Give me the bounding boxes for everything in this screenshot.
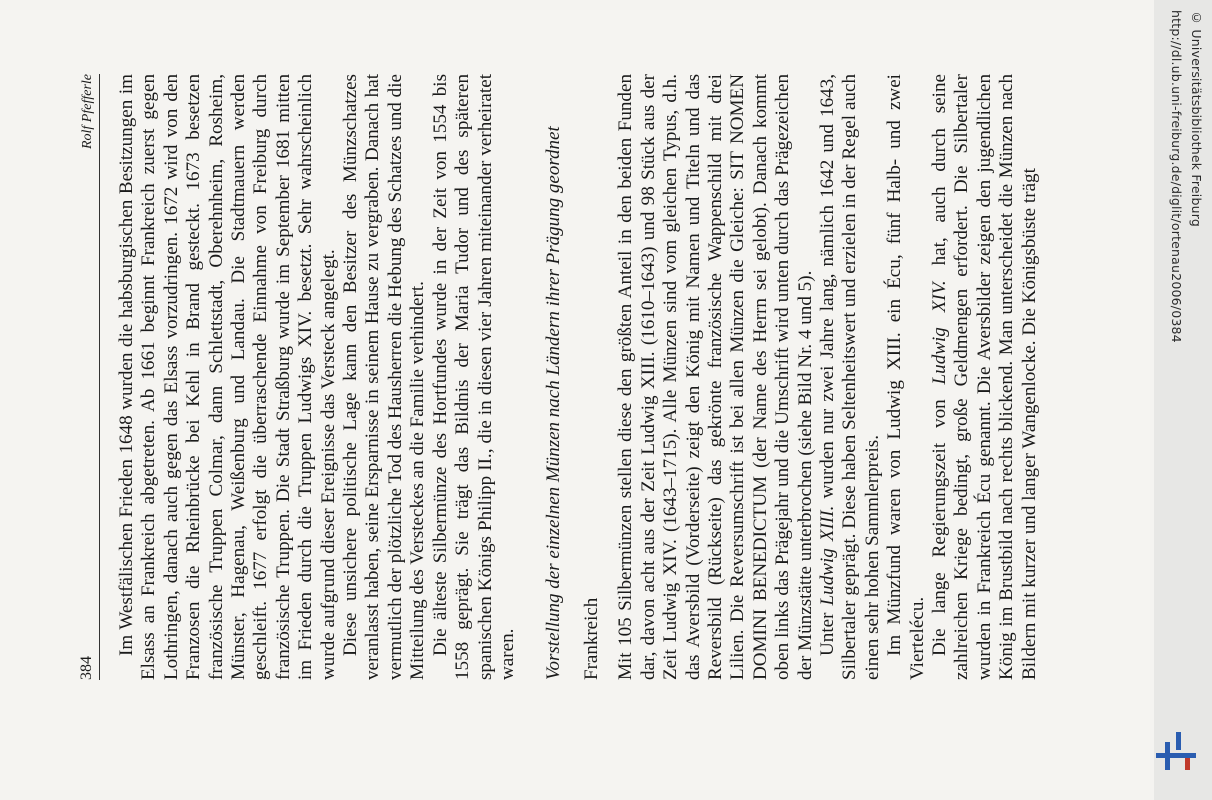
book-page: [0, 10, 1150, 790]
ub-freiburg-logo-icon: [1154, 728, 1198, 772]
paragraph-hoard-louis-xiii: Im Münzfund waren von Ludwig XIII. ein Écu, fünf Halb- und zwei Viertelécu.: [884, 74, 928, 680]
person-name: Ludwig XIV.: [929, 280, 950, 385]
paragraph-louis-xiii: [817, 74, 884, 680]
text-run: Die lange Regierungszeit von: [929, 384, 950, 656]
section-title: Vorstellung der einzelnen Münzen nach Ländern ihrer Prägung geordnet: [543, 126, 565, 680]
text-run: hat, auch durch seine zahlreichen Kriege bedingt, große Geldmengen erfordert. Die Silbertaler wurden in Frankreich Écu genannt. Die Aversbilder zeigen den jugendlichen König im Brustbild nach rechts blickend. Man unterscheidet die Münzen nach Bildern mit kurzer und langer Wangenlocke. Die Königsbüste trägt: [929, 74, 1040, 680]
paragraph-westphalian-peace: Im Westfälischen Frieden 1648 wurden die habsburgischen Besitzungen im Elsass an Frankreich abgetreten. Ab 1661 beginnt Frankreich zuerst gegen Lothringen, danach auch gegen das Elsass vorzudringen. 1672 wird von den Franzosen die Rheinbrücke bei Kehl in Brand gesteckt. 1673 besetzen französische Truppen Colmar, dann Schlettstadt, Oberehnheim, Rosheim, Münster, Hagenau, Weißenburg und Landau. Die Stadtmauern werden geschleift. 1677 erfolgt die überraschende Einnahme von Freiburg durch französische Truppen. Die Stadt Straßburg wurde im September 1681 mitten im Frieden durch die Truppen Ludwigs XIV. besetzt. Sehr wahrscheinlich wurde aufgrund dieser Ereignisse das Versteck angelegt.: [116, 74, 339, 680]
page-number: 384: [78, 656, 95, 680]
text-run: Unter: [816, 605, 838, 656]
paragraph-louis-xiv: [929, 74, 1041, 680]
paragraph-oldest-coin: Die älteste Silbermünze des Hortfundes wurde in der Zeit von 1554 bis 1558 geprägt. Sie trägt das Bildnis der Maria Tudor und des späteren spanischen Königs Philipp II., die in diesen vier Jahren miteinander verheiratet waren.: [429, 74, 518, 680]
library-margin: [1154, 0, 1212, 800]
person-name: Ludwig XIII.: [816, 505, 838, 606]
source-url[interactable]: http://dl.ub.uni-freiburg.de/diglit/ortenau2006/0384: [1169, 10, 1184, 343]
paragraph-france-coins: Mit 105 Silbermünzen stellen diese den größten Anteil in den beiden Funden dar, davon acht aus der Zeit Ludwig XIII. (1610–1643) und 98 Stück aus der Zeit Ludwig XIV. (1643–1715). Alle Münzen sind vom gleichen Typus, d.h. das Aversbild (Vorderseite) zeigt den König mit Namen und Titeln und das Reversbild (Rückseite) das gekrönte französische Wappenschild mit drei Lilien. Die Reversumschrift ist bei allen Münzen die Gleiche: SIT NOMEN DOMINI BENEDICTUM (der Name des Herrn sei gelobt). Danach kommt oben links das Prägejahr und die Umschrift wird unten durch das Prägezeichen der Münzstätte unterbrochen (siehe Bild Nr. 4 und 5).: [615, 74, 816, 680]
subsection-title: Frankreich: [581, 597, 603, 680]
text-run: wurden nur zwei Jahre lang, nämlich 1642 und 1643, Silbertaler geprägt. Diese haben Seltenheitswert und erzielen in der Regel auch einen sehr hohen Sammlerpreis.: [816, 73, 883, 680]
running-head: [78, 74, 100, 680]
copyright-notice: © Universitätsbibliothek Freiburg: [1189, 10, 1204, 227]
paragraph-political-situation: Diese unsichere politische Lage kann den Besitzer des Münzschatzes veranlasst haben, seine Ersparnisse in seinem Hause zu vergraben. Danach hat vermutlich der plötzliche Tod des Hausherren die Hebung des Schatzes und die Mitteilung des Versteckes an die Familie verhindert.: [340, 74, 429, 680]
running-head-author: Rolf Pfefferle: [80, 74, 95, 150]
